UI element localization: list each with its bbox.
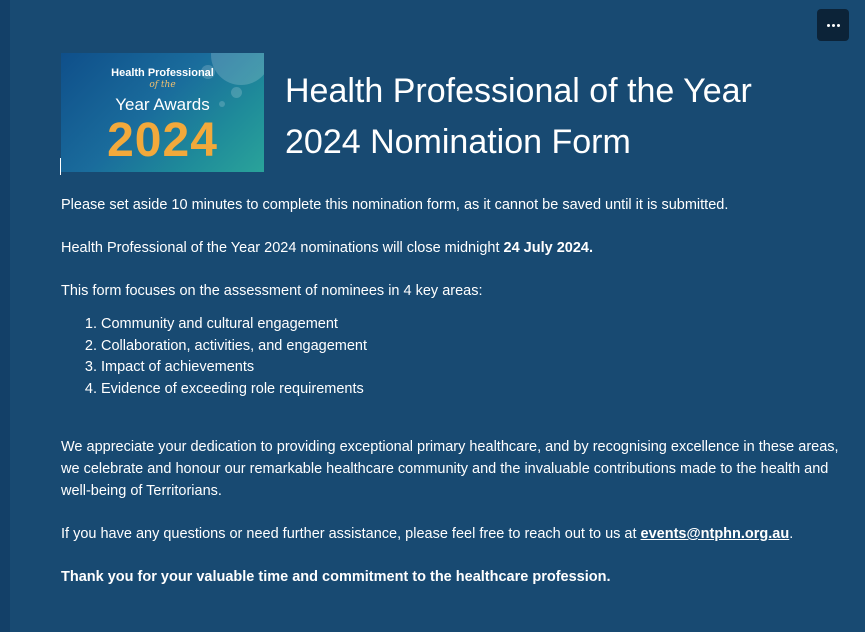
- page-title: Health Professional of the Year 2024 Nomination Form: [285, 72, 752, 161]
- focus-intro-text: This form focuses on the assessment of nominees in 4 key areas:: [61, 283, 483, 299]
- contact-suffix: .: [789, 526, 794, 542]
- awards-banner-image: [61, 53, 264, 172]
- more-horizontal-icon: [826, 24, 841, 27]
- deadline-prefix: Health Professional of the Year 2024 nominations will close midnight: [61, 240, 504, 256]
- text-cursor: [60, 158, 61, 175]
- focus-areas-list: [61, 314, 841, 400]
- contact-prefix: If you have any questions or need further assistance, please feel free to reach out to us at: [61, 526, 641, 542]
- list-item: 2. Collaboration, activities, and engagement: [101, 336, 841, 358]
- appreciation-text: We appreciate your dedication to providing exceptional primary healthcare, and by recognising excellence in these areas, we celebrate and honour our remarkable healthcare community and the invaluable contributions made to the health and well-being of Territorians.: [61, 439, 839, 499]
- contact-email-link[interactable]: events@ntphn.org.au: [640, 526, 790, 542]
- intro-text: Please set aside 10 minutes to complete this nomination form, as it cannot be saved until it is submitted.: [61, 197, 729, 213]
- list-item: 1. Community and cultural engagement: [101, 314, 841, 336]
- list-item: 4. Evidence of exceeding role requirements: [101, 379, 841, 401]
- banner-title-line: Health Professional: [111, 67, 214, 79]
- deadline-text: [61, 237, 841, 259]
- banner-year: 2024: [107, 114, 218, 167]
- form-description: [61, 194, 841, 609]
- banner-subtitle-line: Year Awards: [115, 95, 210, 114]
- thanks-text: [61, 566, 841, 588]
- contact-text: [61, 523, 841, 545]
- list-item: 3. Impact of achievements: [101, 357, 841, 379]
- more-options-button[interactable]: [817, 9, 849, 41]
- thanks-strong: Thank you for your valuable time and commitment to the healthcare profession.: [61, 569, 611, 585]
- deadline-date: 24 July 2024.: [503, 240, 594, 256]
- banner-script-line: of the: [149, 80, 176, 90]
